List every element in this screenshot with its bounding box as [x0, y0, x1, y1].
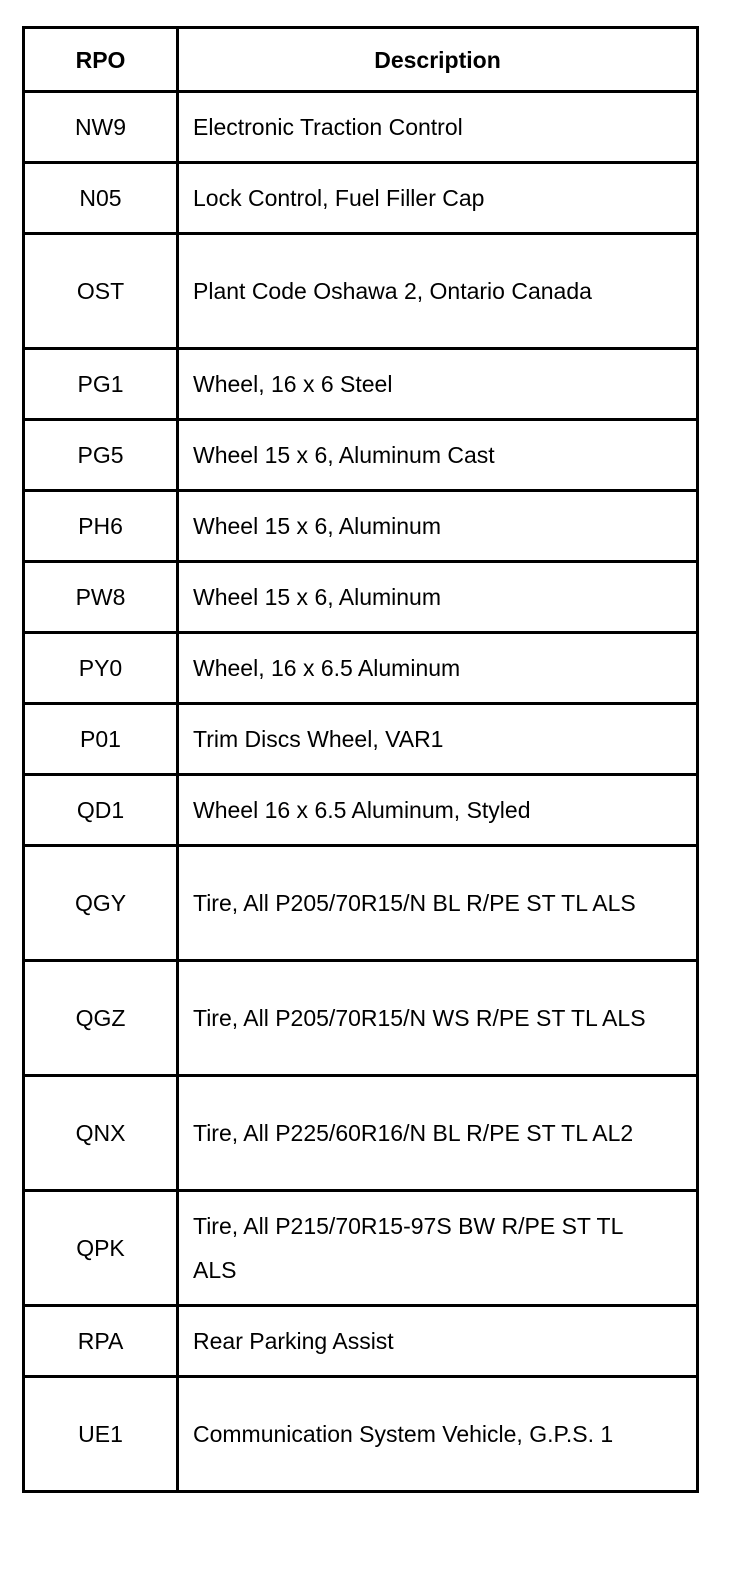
- table-row: [24, 92, 698, 163]
- table-row: [24, 1191, 698, 1306]
- description-cell: Wheel, 16 x 6 Steel: [178, 349, 698, 420]
- description-cell: Wheel, 16 x 6.5 Aluminum: [178, 633, 698, 704]
- description-cell: Wheel 15 x 6, Aluminum: [178, 562, 698, 633]
- table-row: [24, 349, 698, 420]
- table-row: [24, 1377, 698, 1492]
- description-column-header: Description: [178, 28, 698, 92]
- rpo-code-cell: N05: [24, 163, 178, 234]
- description-cell: Trim Discs Wheel, VAR1: [178, 704, 698, 775]
- rpo-code-cell: QPK: [24, 1191, 178, 1306]
- rpo-code-cell: PH6: [24, 491, 178, 562]
- rpo-code-cell: PW8: [24, 562, 178, 633]
- table-row: [24, 633, 698, 704]
- table-row: [24, 775, 698, 846]
- rpo-column-header: RPO: [24, 28, 178, 92]
- rpo-code-cell: QGZ: [24, 961, 178, 1076]
- description-cell: Electronic Traction Control: [178, 92, 698, 163]
- table-row: [24, 163, 698, 234]
- table-row: [24, 420, 698, 491]
- rpo-code-cell: QGY: [24, 846, 178, 961]
- table-row: [24, 846, 698, 961]
- description-cell: Wheel 15 x 6, Aluminum Cast: [178, 420, 698, 491]
- rpo-code-cell: OST: [24, 234, 178, 349]
- rpo-code-cell: QD1: [24, 775, 178, 846]
- description-cell: Wheel 15 x 6, Aluminum: [178, 491, 698, 562]
- table-row: [24, 491, 698, 562]
- description-cell: Wheel 16 x 6.5 Aluminum, Styled: [178, 775, 698, 846]
- rpo-code-cell: PG1: [24, 349, 178, 420]
- description-cell: Rear Parking Assist: [178, 1306, 698, 1377]
- description-cell: Tire, All P225/60R16/N BL R/PE ST TL AL2: [178, 1076, 698, 1191]
- rpo-code-cell: P01: [24, 704, 178, 775]
- rpo-code-cell: PY0: [24, 633, 178, 704]
- rpo-code-cell: PG5: [24, 420, 178, 491]
- description-cell: Tire, All P215/70R15-97S BW R/PE ST TL ALS: [178, 1191, 698, 1306]
- description-cell: Plant Code Oshawa 2, Ontario Canada: [178, 234, 698, 349]
- table-row: [24, 234, 698, 349]
- table-row: [24, 1076, 698, 1191]
- rpo-code-cell: QNX: [24, 1076, 178, 1191]
- table-row: [24, 704, 698, 775]
- rpo-code-cell: NW9: [24, 92, 178, 163]
- table-row: [24, 562, 698, 633]
- table-header: [24, 28, 698, 92]
- table-row: [24, 961, 698, 1076]
- rpo-code-cell: UE1: [24, 1377, 178, 1492]
- description-cell: Tire, All P205/70R15/N WS R/PE ST TL ALS: [178, 961, 698, 1076]
- header-row: [24, 28, 698, 92]
- table-body: [24, 92, 698, 1492]
- rpo-code-cell: RPA: [24, 1306, 178, 1377]
- description-cell: Lock Control, Fuel Filler Cap: [178, 163, 698, 234]
- rpo-table: [22, 26, 699, 1493]
- table-row: [24, 1306, 698, 1377]
- description-cell: Communication System Vehicle, G.P.S. 1: [178, 1377, 698, 1492]
- description-cell: Tire, All P205/70R15/N BL R/PE ST TL ALS: [178, 846, 698, 961]
